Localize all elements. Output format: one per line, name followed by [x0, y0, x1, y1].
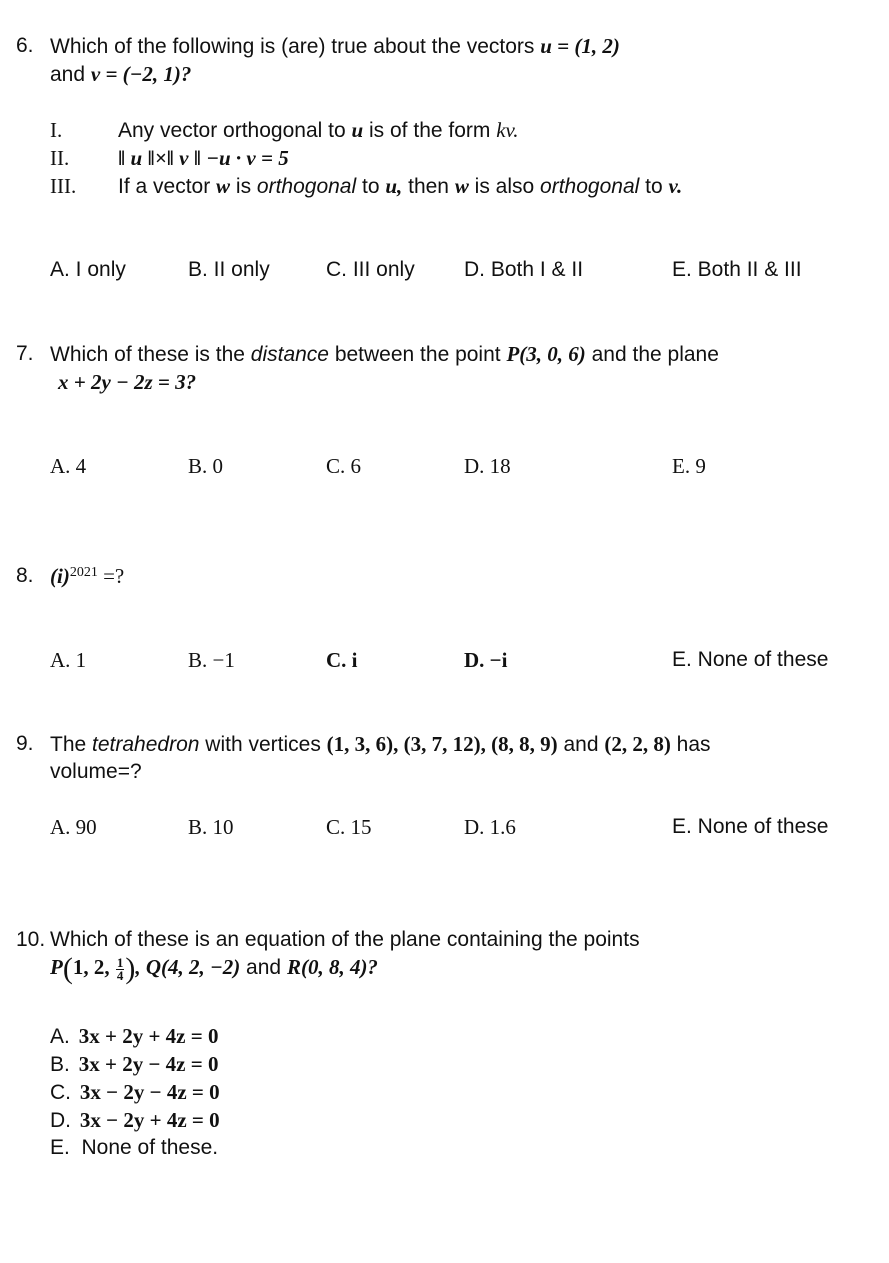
q7-distance: distance [250, 343, 329, 366]
q6-stem-and: and [50, 63, 91, 86]
q9-stem-c: and [557, 733, 605, 756]
q10-option-a-eq: 3x + 2y + 4z = 0 [78, 1024, 219, 1048]
q6-s1-text-a: Any vector orthogonal to [118, 119, 352, 142]
q6-u-vector: u = (1, 2) [540, 34, 620, 58]
q6-option-d[interactable]: D. Both I & II [464, 258, 584, 281]
q6-s3-t4: then [402, 175, 455, 198]
q7-option-e[interactable]: E. 9 [672, 454, 706, 478]
q6-statement-3 [118, 174, 682, 199]
q10-p-lparen: ( [62, 952, 73, 985]
q10-option-c-letter: C. [50, 1081, 71, 1104]
q7-stem-line1 [50, 342, 719, 367]
q10-stem: Which of these is an equation of the plane containing the points [50, 928, 640, 951]
q8-option-d[interactable]: D. −i [464, 648, 508, 672]
q6-statement-2: ‖ u ‖×‖ v ‖ −u · v = 5 [118, 146, 289, 170]
q10-option-e-text: None of these. [81, 1136, 219, 1159]
q10-frac-den: 4 [116, 967, 124, 983]
q8-expression [50, 564, 124, 589]
q9-number: 9. [16, 732, 34, 755]
q6-s3-w1: w [216, 174, 231, 198]
q8-base: (i) [50, 564, 70, 588]
q8-option-e[interactable]: E. None of these [672, 648, 829, 671]
q6-stem-text: Which of the following is (are) true about the vectors [50, 35, 541, 58]
q9-stem-b: with vertices [199, 733, 327, 756]
q6-stem-line2 [50, 62, 191, 87]
q6-number: 6. [16, 34, 34, 57]
q6-roman-1: I. [50, 118, 63, 142]
q10-option-d[interactable] [50, 1108, 220, 1133]
q7-option-d[interactable]: D. 18 [464, 454, 511, 478]
q6-option-e[interactable]: E. Both II & III [672, 258, 802, 281]
q6-s3-u: u, [385, 174, 403, 198]
q8-option-a[interactable]: A. 1 [50, 648, 87, 672]
q9-option-b[interactable]: B. 10 [188, 815, 234, 839]
q6-stem-line1 [50, 34, 620, 59]
q10-p-rparen: ) [125, 952, 136, 985]
q7-plane: x + 2y − 2z = 3? [58, 370, 197, 394]
q7-option-c[interactable]: C. 6 [326, 454, 362, 478]
q10-frac-num: 1 [116, 954, 124, 970]
q10-q-point: , Q(4, 2, −2) [135, 955, 241, 979]
q10-r-point: R(0, 8, 4)? [286, 955, 378, 979]
q9-vertex4: (2, 2, 8) [604, 732, 671, 756]
q6-s3-t1: If a vector [118, 175, 217, 198]
q6-s1-form: kv. [496, 118, 519, 142]
q10-option-a[interactable] [50, 1024, 218, 1049]
q6-option-c[interactable]: C. III only [326, 258, 415, 281]
q9-tetrahedron: tetrahedron [92, 733, 200, 756]
q10-option-e[interactable] [50, 1136, 218, 1160]
q6-s3-t2: is [230, 175, 257, 198]
q10-number: 10. [16, 928, 46, 951]
q9-stem-line2: volume=? [50, 760, 142, 783]
q6-roman-3: III. [50, 174, 77, 198]
q6-s3-t3: to [356, 175, 386, 198]
q9-option-e[interactable]: E. None of these [672, 815, 829, 838]
q10-p-vals: 1, 2, [72, 955, 115, 979]
q7-stem-c: and the plane [585, 343, 719, 366]
q10-and: and [240, 956, 287, 979]
q7-stem-b: between the point [328, 343, 507, 366]
q10-p-label: P [50, 955, 63, 979]
q7-number: 7. [16, 342, 34, 365]
q6-option-a[interactable]: A. I only [50, 258, 126, 281]
q6-s3-orth2: orthogonal [540, 175, 640, 198]
q10-option-d-eq: 3x − 2y + 4z = 0 [79, 1108, 220, 1132]
q7-point: P(3, 0, 6) [506, 342, 586, 366]
q6-s3-t5: is also [468, 175, 541, 198]
q9-option-a[interactable]: A. 90 [50, 815, 97, 839]
q7-option-b[interactable]: B. 0 [188, 454, 224, 478]
q8-option-c[interactable]: C. i [326, 648, 358, 672]
q8-tail: =? [97, 564, 125, 588]
q10-option-b-eq: 3x + 2y − 4z = 0 [78, 1052, 219, 1076]
q10-option-b[interactable] [50, 1052, 218, 1077]
q9-vertices: (1, 3, 6), (3, 7, 12), (8, 8, 9) [326, 732, 558, 756]
q10-option-b-letter: B. [50, 1053, 70, 1076]
q8-option-b[interactable]: B. −1 [188, 648, 235, 672]
q10-option-d-letter: D. [50, 1109, 71, 1132]
q9-stem-line1 [50, 732, 711, 757]
q10-option-e-letter: E. [50, 1136, 70, 1159]
q10-option-a-letter: A. [50, 1025, 70, 1048]
q6-s1-var: u [351, 118, 364, 142]
q10-option-c-eq: 3x − 2y − 4z = 0 [79, 1080, 220, 1104]
q6-statement-1 [118, 118, 519, 143]
q6-s1-text-b: is of the form [363, 119, 497, 142]
q7-stem-a: Which of these is the [50, 343, 251, 366]
q9-option-c[interactable]: C. 15 [326, 815, 372, 839]
q6-s3-w2: w [454, 174, 469, 198]
q10-option-c[interactable] [50, 1080, 220, 1105]
q8-number: 8. [16, 564, 34, 587]
q6-s3-orth1: orthogonal [256, 175, 357, 198]
q10-points [50, 952, 378, 986]
q9-stem-a: The [50, 733, 93, 756]
q9-option-d[interactable]: D. 1.6 [464, 815, 516, 839]
q10-p-fraction [116, 954, 125, 983]
q8-exponent: 2021 [69, 565, 98, 580]
q6-v-vector: v = (−2, 1)? [90, 62, 192, 86]
q9-stem-d: has [670, 733, 711, 756]
q6-s3-v: v. [668, 174, 683, 198]
q6-roman-2: II. [50, 146, 70, 170]
q6-option-b[interactable]: B. II only [188, 258, 270, 281]
q6-s3-t6: to [639, 175, 669, 198]
q7-option-a[interactable]: A. 4 [50, 454, 87, 478]
